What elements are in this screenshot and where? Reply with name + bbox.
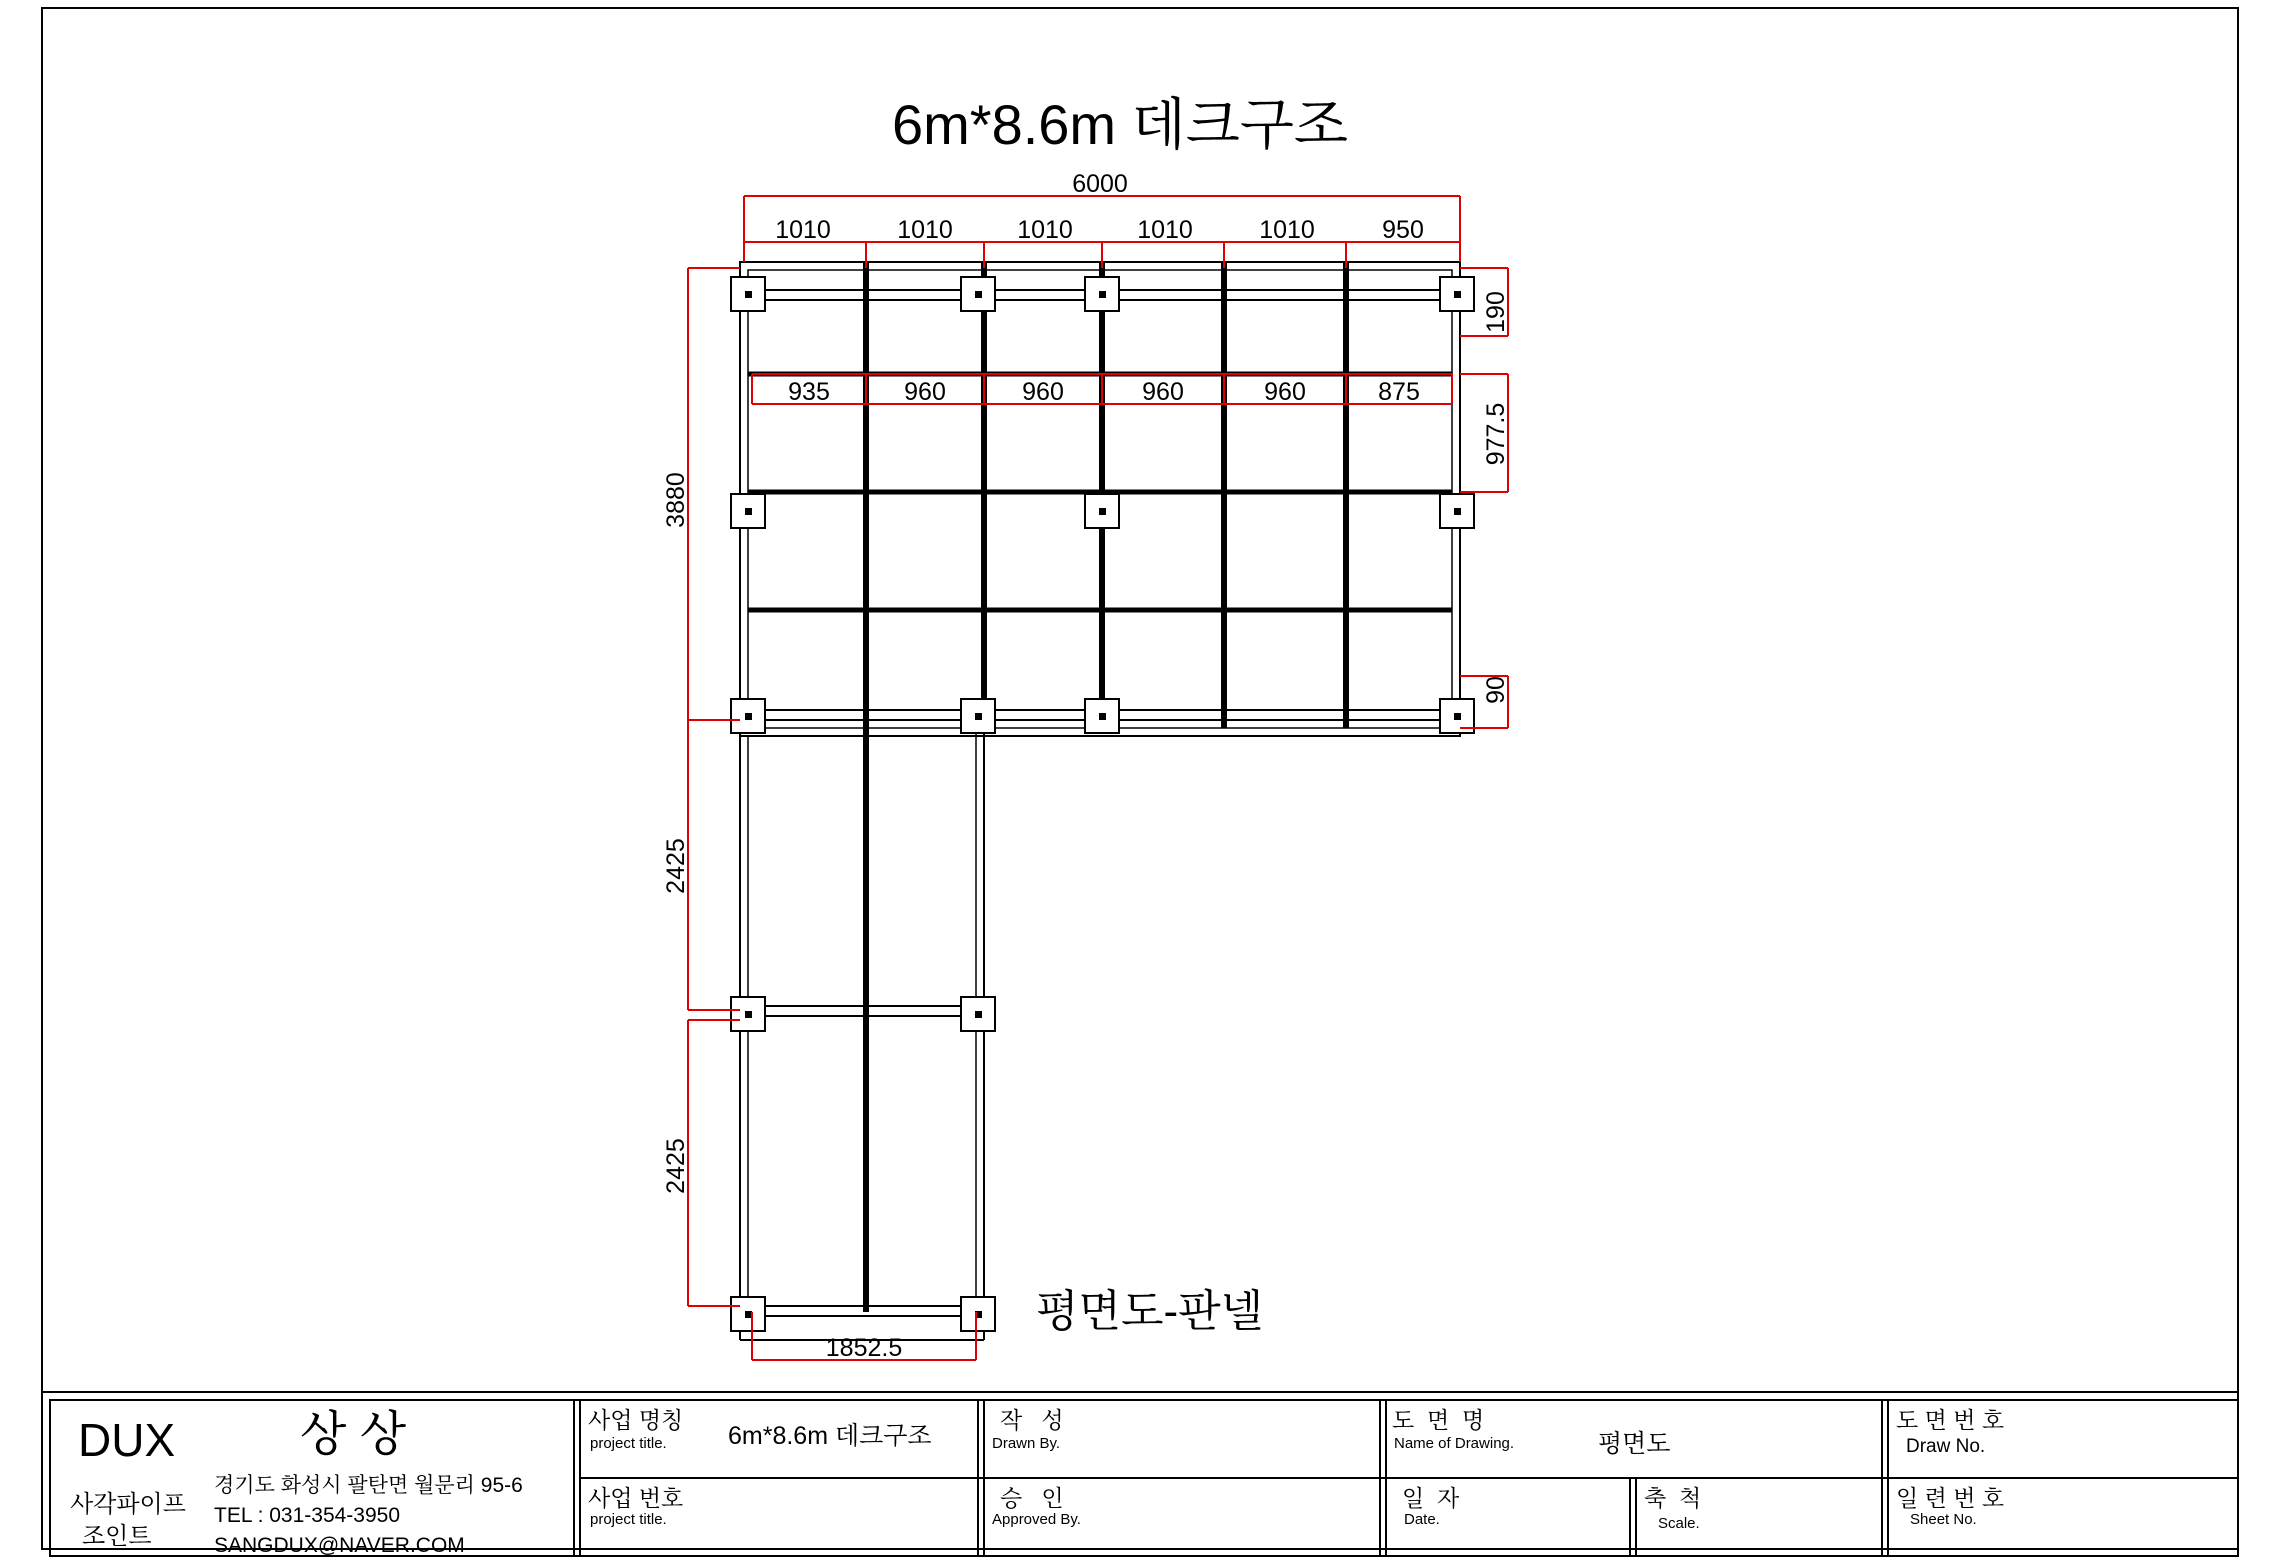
scale-label: 축 척: [1644, 1485, 1702, 1511]
dim-top-span: 950: [1382, 216, 1424, 244]
drawn-by-label-en: Drawn By.: [992, 1435, 1061, 1452]
view-label: 평면도-판넬: [1036, 1287, 1264, 1336]
dim-top-span: 1010: [1017, 216, 1073, 244]
project-name-label: 사업 명칭: [588, 1407, 684, 1433]
dim-right-bottom: 90: [1482, 676, 1510, 704]
dim-inner-span: 960: [1022, 378, 1064, 406]
post-dot: [975, 291, 982, 298]
dim-left-mid: 2425: [662, 838, 690, 894]
company-product-line1: 사각파이프: [70, 1491, 186, 1518]
post-dot: [745, 1011, 752, 1018]
date-label: 일 자: [1402, 1485, 1460, 1511]
company-tel: TEL : 031-354-3950: [214, 1504, 401, 1527]
post-dot: [745, 713, 752, 720]
project-name-value: 6m*8.6m 데크구조: [728, 1422, 932, 1450]
sheet-no-label: 일 련 번 호: [1896, 1485, 2005, 1511]
dim-overall-width: 6000: [1072, 170, 1128, 198]
approved-by-label-en: Approved By.: [992, 1511, 1081, 1528]
sheet-no-label-en: Sheet No.: [1910, 1511, 1977, 1528]
dim-top-span: 1010: [1259, 216, 1315, 244]
dimension-lines: [688, 196, 1508, 1360]
post-dot: [1454, 291, 1461, 298]
post-dot: [745, 508, 752, 515]
post-dot: [1099, 713, 1106, 720]
dim-left-lower: 2425: [662, 1138, 690, 1194]
company-brand: DUX: [78, 1414, 176, 1466]
drawn-by-label: 작 성: [1000, 1407, 1064, 1433]
dim-left-upper: 3880: [662, 472, 690, 528]
dim-bottom-width: 1852.5: [825, 1334, 903, 1362]
project-no-label: 사업 번호: [588, 1485, 684, 1511]
dimension-texts: [662, 170, 1510, 1362]
company-name: 상 상: [300, 1408, 407, 1461]
draw-no-label-en: Draw No.: [1906, 1436, 1986, 1457]
post-dot: [975, 1011, 982, 1018]
deck-structure: [740, 262, 1460, 1340]
post-dot: [1454, 508, 1461, 515]
dim-inner-span: 935: [788, 378, 830, 406]
dim-inner-span: 960: [1264, 378, 1306, 406]
post-dot: [1099, 291, 1106, 298]
dim-inner-span: 960: [904, 378, 946, 406]
dim-top-span: 1010: [1137, 216, 1193, 244]
post-dot: [745, 291, 752, 298]
drawing-title: 6m*8.6m 데크구조: [891, 93, 1349, 156]
dim-inner-span: 875: [1378, 378, 1420, 406]
approved-by-label: 승 인: [1000, 1485, 1064, 1511]
post-dot: [1454, 713, 1461, 720]
project-no-label-en: project title.: [590, 1511, 667, 1528]
company-email: SANGDUX@NAVER.COM: [214, 1534, 465, 1557]
dim-top-span: 1010: [775, 216, 831, 244]
company-product-line2: 조인트: [82, 1523, 152, 1550]
drawing-name-label: 도 면 명: [1392, 1407, 1485, 1433]
date-label-en: Date.: [1404, 1511, 1440, 1528]
drawing-name-value: 평면도: [1598, 1430, 1671, 1458]
dim-right-mid: 977.5: [1482, 402, 1510, 466]
dim-inner-span: 960: [1142, 378, 1184, 406]
drawing-name-label-en: Name of Drawing.: [1394, 1435, 1515, 1452]
company-address: 경기도 화성시 팔탄면 월문리 95-6: [214, 1474, 523, 1497]
scale-label-en: Scale.: [1658, 1515, 1700, 1532]
post-dot: [745, 1311, 752, 1318]
project-name-label-en: project title.: [590, 1435, 667, 1452]
draw-no-label: 도 면 번 호: [1896, 1407, 2005, 1433]
dim-top-span: 1010: [897, 216, 953, 244]
post-dot: [1099, 508, 1106, 515]
dim-right-top: 190: [1482, 291, 1510, 333]
post-dot: [975, 713, 982, 720]
